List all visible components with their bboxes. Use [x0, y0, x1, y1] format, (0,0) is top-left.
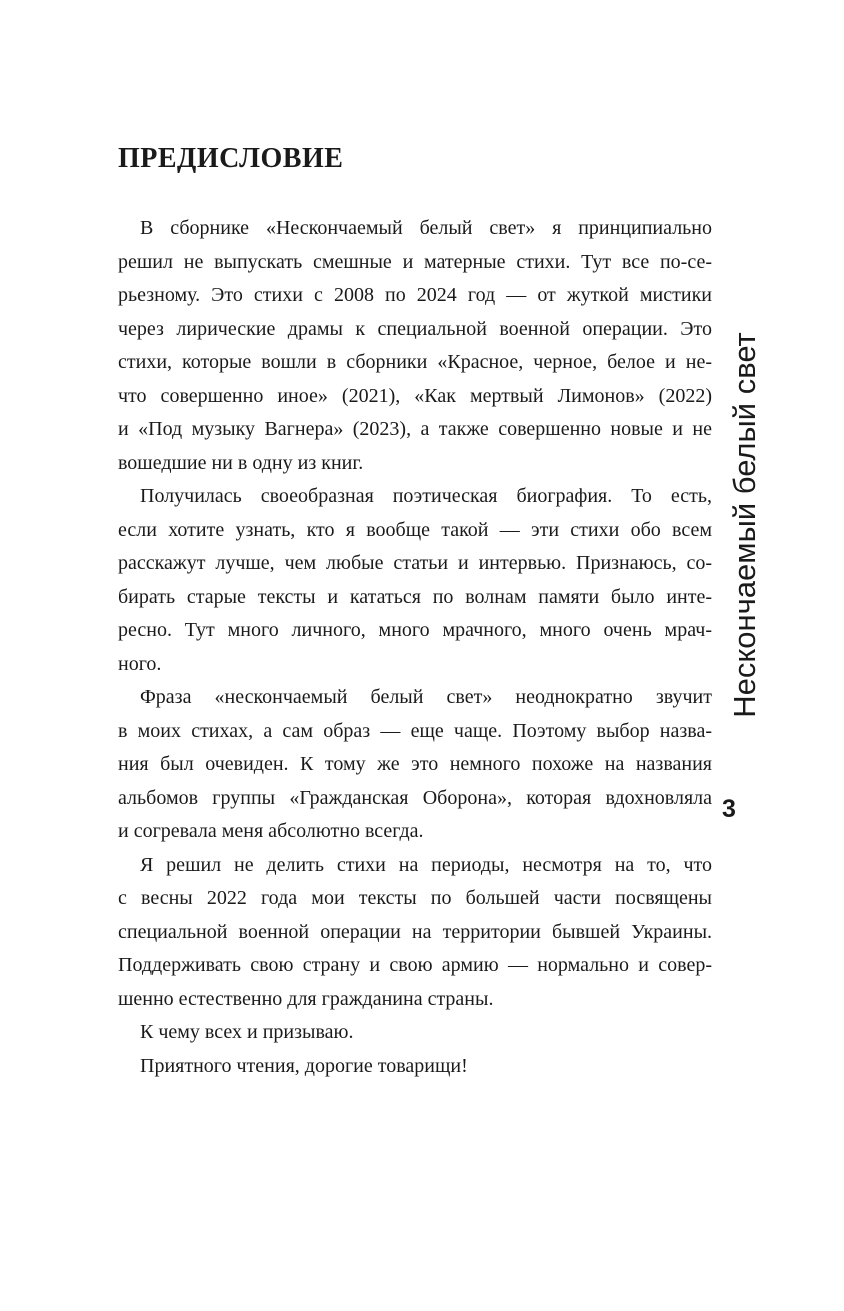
- text-line: Фраза «нескончаемый белый свет» неоднократно звучит: [140, 686, 712, 708]
- page-number: 3: [722, 795, 736, 823]
- text-line: К чему всех и призываю.: [140, 1021, 354, 1043]
- text-line: ресно. Тут много личного, много мрачного, много очень мрач-: [118, 619, 712, 641]
- text-line: стихи, которые вошли в сборники «Красное, черное, белое и не-: [118, 351, 712, 373]
- preface-text: [118, 212, 712, 1083]
- text-line: решил не выпускать смешные и матерные стихи. Тут все по-се-: [118, 250, 712, 273]
- page-title: ПРЕДИСЛОВИЕ: [118, 143, 344, 174]
- text-line: рьезному. Это стихи с 2008 по 2024 год — от жуткой мистики: [118, 284, 712, 306]
- text-line: через лирические драмы к специальной военной операции. Это: [118, 317, 712, 340]
- text-line: специальной военной операции на территории бывшей Украины.: [118, 920, 712, 943]
- text-line: альбомов группы «Гражданская Оборона», которая вдохновляла: [118, 786, 712, 809]
- text-line: В сборнике «Нескончаемый белый свет» я принципиально: [140, 217, 712, 239]
- text-line: Поддерживать свою страну и свою армию — нормально и совер-: [118, 954, 712, 976]
- text-line: ного.: [118, 652, 162, 675]
- text-line: шенно естественно для гражданина страны.: [118, 987, 494, 1010]
- text-line: расскажут лучше, чем любые статьи и интервью. Признаюсь, со-: [118, 552, 712, 574]
- text-line: и согревала меня абсолютно всегда.: [118, 820, 424, 842]
- text-line: в моих стихах, а сам образ — еще чаще. Поэтому выбор назва-: [118, 719, 712, 742]
- text-line: Я решил не делить стихи на периоды, несмотря на то, что: [140, 853, 712, 876]
- text-line: с весны 2022 года мои тексты по большей части посвящены: [118, 887, 712, 909]
- text-line: Получилась своеобразная поэтическая биография. То есть,: [140, 485, 712, 507]
- text-line: вошедшие ни в одну из книг.: [118, 451, 364, 474]
- text-line: Приятного чтения, дорогие товарищи!: [140, 1054, 468, 1077]
- running-title: Нескончаемый белый свет: [727, 332, 762, 718]
- text-line: бирать старые тексты и кататься по волнам памяти было инте-: [118, 585, 712, 608]
- text-line: что совершенно иное» (2021), «Как мертвый Лимонов» (2022): [118, 384, 712, 407]
- text-line: если хотите узнать, кто я вообще такой — эти стихи обо всем: [118, 518, 712, 541]
- text-line: ния был очевиден. К тому же это немного похоже на названия: [118, 753, 712, 775]
- text-line: и «Под музыку Вагнера» (2023), а также совершенно новые и не: [118, 418, 712, 440]
